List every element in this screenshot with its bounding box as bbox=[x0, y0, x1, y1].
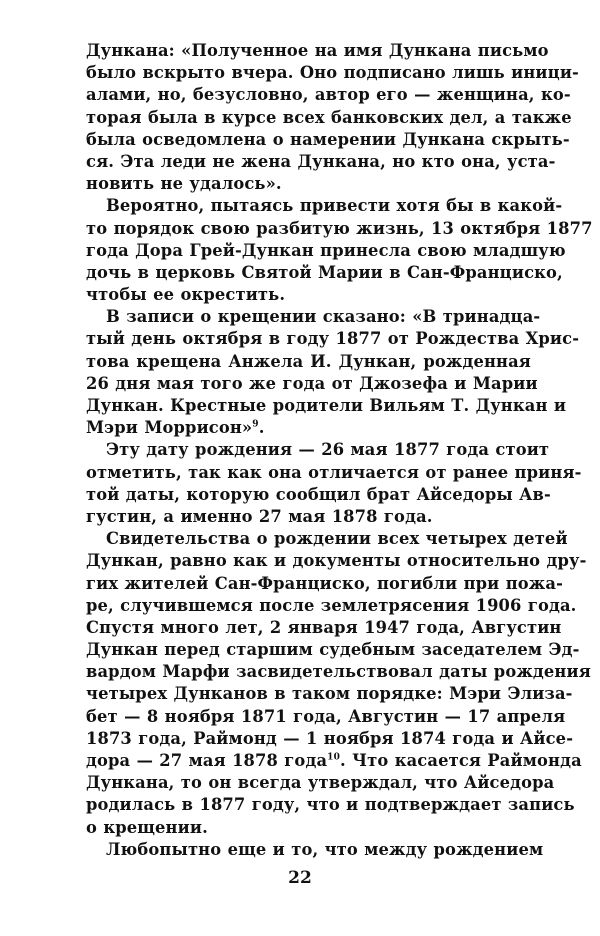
text-line-paragraph-start: Вероятно, пытаясь привести хотя бы в какой- bbox=[106, 196, 563, 216]
footnote-ref-10[interactable]: 10 bbox=[327, 752, 340, 763]
text-line: 26 дня мая того же года от Джозефа и Марии bbox=[86, 373, 538, 393]
page-number: 22 bbox=[288, 868, 312, 888]
text-line: Дункана, то он всегда утверждал, что Айседора bbox=[86, 773, 555, 793]
text-line: родилась в 1877 году, что и подтверждает запись bbox=[86, 795, 575, 815]
text-line: было вскрыто вчера. Оно подписано лишь иници- bbox=[86, 63, 579, 83]
text-line: отметить, так как она отличается от ранее приня- bbox=[86, 462, 582, 482]
text-line: Дункана: «Полученное на имя Дункана письмо bbox=[86, 41, 549, 60]
text-line-with-footnote bbox=[86, 417, 531, 439]
text-line: Дункан, равно как и документы относительно дру- bbox=[86, 551, 587, 571]
text-fragment: . bbox=[258, 418, 265, 438]
text-line: чтобы ее окрестить. bbox=[86, 285, 286, 305]
text-fragment: Мэри Моррисон» bbox=[86, 418, 253, 438]
text-line-paragraph-start: В записи о крещении сказано: «В тринадца- bbox=[106, 307, 541, 327]
text-line: ся. Эта леди не жена Дункана, но кто она, уста- bbox=[86, 151, 556, 171]
text-line: вардом Марфи засвидетельствовал даты рождения bbox=[86, 662, 591, 682]
text-line: тый день октября в году 1877 от Рождества Хрис- bbox=[86, 329, 580, 349]
text-line-with-footnote bbox=[86, 750, 582, 772]
text-line: густин, а именно 27 мая 1878 года. bbox=[86, 506, 433, 526]
text-fragment: . Что касается Раймонда bbox=[339, 751, 582, 770]
text-line: о крещении. bbox=[86, 817, 208, 837]
text-line: гих жителей Сан-Франциско, погибли при пожа- bbox=[86, 573, 564, 593]
text-line: 1873 года, Раймонд — 1 ноября 1874 года и Айсе- bbox=[86, 728, 574, 748]
text-line: ре, случившемся после землетрясения 1906 года. bbox=[86, 595, 577, 615]
text-line: то порядок свою разбитую жизнь, 13 октября 1877 bbox=[86, 218, 593, 238]
text-line-paragraph-start: Любопытно еще и то, что между рождением bbox=[106, 839, 544, 859]
text-line: дочь в церковь Святой Марии в Сан-Франциско, bbox=[86, 262, 563, 282]
footnote-ref-9[interactable]: 9 bbox=[252, 419, 259, 430]
text-line: новить не удалось». bbox=[86, 174, 282, 194]
text-line: четырех Дунканов в таком порядке: Мэри Элиза- bbox=[86, 684, 573, 704]
text-line: была осведомлена о намерении Дункана скрыть- bbox=[86, 129, 570, 149]
text-line-paragraph-start: Эту дату рождения — 26 мая 1877 года стоит bbox=[106, 440, 550, 460]
text-line: Дункан. Крестные родители Вильям Т. Дункан и bbox=[86, 396, 567, 415]
text-fragment: дора — 27 мая 1878 года bbox=[86, 751, 328, 770]
text-line: това крещена Анжела И. Дункан, рожденная bbox=[86, 351, 531, 371]
text-line: Спустя много лет, 2 января 1947 года, Августин bbox=[86, 617, 562, 637]
text-line-paragraph-start: Свидетельства о рождении всех четырех детей bbox=[106, 529, 568, 549]
text-line: торая была в курсе всех банковских дел, а также bbox=[86, 107, 572, 127]
body-text bbox=[86, 40, 593, 861]
text-line: года Дора Грей-Дункан принесла свою младшую bbox=[86, 240, 566, 260]
text-line: алами, но, безусловно, автор его — женщина, ко- bbox=[86, 85, 571, 105]
text-line: бет — 8 ноября 1871 года, Августин — 17 апреля bbox=[86, 706, 566, 726]
text-line: Дункан перед старшим судебным заседателем Эд- bbox=[86, 640, 580, 660]
text-line: той даты, которую сообщил брат Айседоры Ав- bbox=[86, 484, 551, 504]
